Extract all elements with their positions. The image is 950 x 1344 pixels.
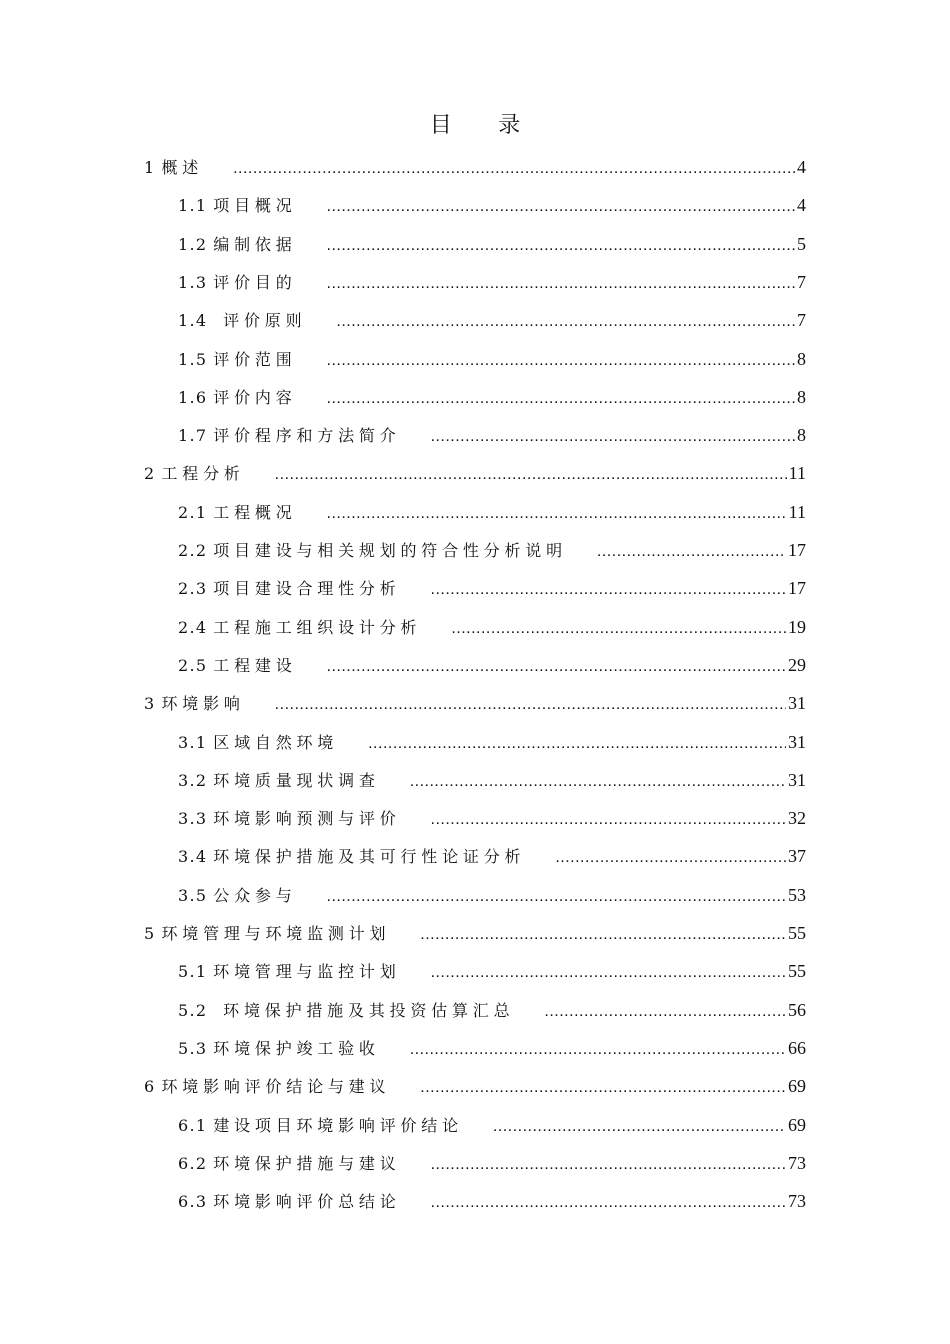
- toc-entry[interactable]: [178, 1189, 806, 1215]
- toc-dot-leader: [555, 849, 786, 867]
- toc-entry-number: 1.3: [178, 272, 208, 292]
- toc-entry-number: 6.2: [178, 1153, 208, 1173]
- toc-entry[interactable]: [178, 1036, 806, 1062]
- toc-dot-leader: [410, 1041, 786, 1059]
- toc-entry-title: 工程分析: [161, 464, 245, 484]
- toc-dot-leader: [431, 811, 787, 829]
- toc-entry-number: 1.2: [178, 234, 208, 254]
- toc-entry[interactable]: [178, 615, 806, 641]
- toc-entry-title: 环境质量现状调查: [213, 770, 380, 790]
- toc-entry-title: 项目概况: [213, 196, 297, 216]
- toc-entry[interactable]: [178, 193, 806, 219]
- toc-entry-page: 17: [788, 540, 806, 560]
- toc-entry-number: 3.3: [178, 809, 208, 829]
- toc-entry[interactable]: [178, 423, 806, 449]
- toc-entry-page: 73: [788, 1191, 806, 1212]
- toc-entry-number: 1.7: [178, 426, 208, 446]
- toc-entry-title: 评价原则: [213, 311, 307, 331]
- toc-dot-leader: [431, 964, 787, 982]
- toc-entry-number: 1: [144, 158, 156, 177]
- toc-entry-number: 5.2: [178, 1000, 208, 1020]
- toc-entry-page: 32: [788, 808, 806, 829]
- toc-dot-leader: [327, 390, 796, 408]
- toc-entry-number: 2: [144, 464, 156, 484]
- toc-entry-title: 区域自然环境: [213, 732, 339, 752]
- toc-dot-leader: [327, 888, 787, 906]
- toc-entry[interactable]: [178, 232, 806, 258]
- toc-entry-page: 11: [788, 463, 806, 484]
- toc-entry-number: 6.1: [178, 1115, 208, 1135]
- toc-entry-page: 56: [788, 999, 806, 1020]
- toc-entry-title: 环境影响: [161, 694, 245, 714]
- toc-entry-page: 37: [788, 846, 806, 867]
- toc-entry[interactable]: [178, 730, 806, 756]
- toc-dot-leader: [410, 773, 786, 791]
- toc-entry[interactable]: [178, 1113, 806, 1139]
- toc-dot-leader: [275, 696, 786, 714]
- toc-entry-title: 工程施工组织设计分析: [213, 617, 422, 637]
- toc-dot-leader: [327, 352, 796, 370]
- toc-entry[interactable]: [178, 653, 806, 679]
- toc-entry-page: 8: [797, 425, 806, 446]
- toc-entry-page: 53: [788, 884, 806, 905]
- toc-entry-number: 5.1: [178, 962, 208, 982]
- toc-dot-leader: [233, 160, 795, 178]
- toc-entry-title: 评价内容: [213, 387, 297, 407]
- toc-entry-number: 3.2: [178, 770, 208, 790]
- toc-dot-leader: [493, 1118, 786, 1136]
- toc-entry[interactable]: [144, 691, 806, 717]
- toc-dot-leader: [327, 198, 796, 216]
- toc-entry-number: 3.4: [178, 847, 208, 867]
- toc-dot-leader: [368, 735, 786, 753]
- toc-entry-page: 29: [788, 654, 806, 675]
- toc-dot-leader: [451, 620, 786, 638]
- toc-entry-page: 31: [788, 731, 806, 752]
- toc-entry-title: 公众参与: [213, 885, 297, 905]
- toc-entry[interactable]: [178, 347, 806, 373]
- toc-entry-number: 1.5: [178, 349, 208, 369]
- toc-entry-title: 工程建设: [213, 655, 297, 675]
- toc-dot-leader: [327, 658, 787, 676]
- toc-entry-page: 17: [788, 578, 806, 599]
- toc-entry-page: 5: [797, 233, 806, 254]
- toc-dot-leader: [431, 581, 787, 599]
- toc-entry-title: 工程概况: [213, 502, 297, 522]
- toc-entry-number: 5.3: [178, 1038, 208, 1058]
- toc-entry[interactable]: [178, 959, 806, 985]
- toc-entry-number: 3: [144, 694, 156, 714]
- toc-dot-leader: [327, 505, 787, 523]
- toc-entry-title: 项目建设合理性分析: [213, 579, 401, 599]
- toc-entry-title: 环境保护措施及其投资估算汇总: [213, 1000, 515, 1020]
- toc-entry[interactable]: [178, 806, 806, 832]
- toc-entry-number: 3.1: [178, 732, 208, 752]
- toc-entry-page: 31: [788, 693, 806, 714]
- toc-entry[interactable]: [178, 270, 806, 296]
- toc-entry-page: 4: [797, 195, 806, 216]
- toc-entry-title: 环境保护措施及其可行性论证分析: [213, 847, 526, 867]
- toc-entry-number: 1.1: [178, 196, 208, 216]
- toc-entry[interactable]: [178, 768, 806, 794]
- toc-entry[interactable]: [178, 308, 806, 334]
- toc-entry-title: 建设项目环境影响评价结论: [213, 1115, 463, 1135]
- toc-entry-page: 73: [788, 1152, 806, 1173]
- toc-title: 目 录: [429, 113, 541, 138]
- toc-entry-page: 4: [797, 157, 806, 177]
- toc-entry-page: 69: [788, 1076, 806, 1097]
- toc-entry-page: 8: [797, 348, 806, 369]
- toc-entry[interactable]: [178, 998, 806, 1024]
- toc-entry-title: 环境影响评价结论与建议: [161, 1077, 391, 1097]
- toc-entry-page: 8: [797, 386, 806, 407]
- toc-dot-leader: [327, 237, 796, 255]
- toc-entry-title: 项目建设与相关规划的符合性分析说明: [213, 541, 567, 560]
- toc-entry-title: 评价目的: [213, 272, 297, 292]
- toc-entry-number: 1.4: [178, 311, 208, 331]
- toc-entry-number: 5: [144, 924, 156, 943]
- toc-dot-leader: [431, 428, 796, 446]
- toc-entry-title: 编制依据: [213, 234, 297, 254]
- toc-entry-title: 评价程序和方法简介: [213, 426, 401, 446]
- toc-entry[interactable]: [178, 844, 806, 870]
- toc-entry-title: 环境保护竣工验收: [213, 1038, 380, 1058]
- toc-dot-leader: [336, 313, 795, 331]
- toc-dot-leader: [327, 275, 796, 293]
- toc-entry-number: 6: [144, 1077, 156, 1097]
- toc-entry-page: 66: [788, 1037, 806, 1058]
- toc-entry-page: 55: [788, 961, 806, 982]
- toc-entry-title: 概述: [161, 158, 204, 177]
- toc-dot-leader: [544, 1003, 786, 1021]
- toc-entry[interactable]: [144, 1074, 806, 1100]
- toc-entry-page: 11: [788, 501, 806, 522]
- toc-entry[interactable]: [144, 921, 806, 947]
- toc-dot-leader: [597, 543, 786, 561]
- toc-entry-number: 6.3: [178, 1192, 208, 1212]
- toc-entry-title: 环境管理与监控计划: [213, 962, 401, 982]
- toc-entry[interactable]: [178, 576, 806, 602]
- toc-entry[interactable]: [178, 500, 806, 526]
- toc-entry-number: 1.6: [178, 387, 208, 407]
- toc-entry-title: 环境影响评价总结论: [213, 1192, 401, 1212]
- toc-entry-title: 环境影响预测与评价: [213, 809, 401, 829]
- toc-dot-leader: [431, 1194, 787, 1212]
- toc-entry[interactable]: [144, 461, 806, 487]
- toc-entry[interactable]: [178, 538, 806, 564]
- toc-entry[interactable]: [144, 155, 806, 181]
- toc-entry-title: 环境保护措施与建议: [213, 1153, 401, 1173]
- toc-entry-page: 55: [788, 923, 806, 943]
- toc-dot-leader: [431, 1156, 787, 1174]
- toc-dot-leader: [420, 1079, 786, 1097]
- toc-entry-title: 环境管理与环境监测计划: [161, 924, 391, 943]
- toc-entry-title: 评价范围: [213, 349, 297, 369]
- toc-dot-leader: [420, 926, 786, 944]
- toc-entry-number: 2.5: [178, 655, 208, 675]
- toc-entry-number: 3.5: [178, 885, 208, 905]
- toc-entry-number: 2.3: [178, 579, 208, 599]
- toc-entry[interactable]: [178, 1151, 806, 1177]
- toc-entry-number: 2.2: [178, 541, 208, 560]
- toc-entry[interactable]: [178, 385, 806, 411]
- toc-entry-number: 2.4: [178, 617, 208, 637]
- toc-entry-page: 19: [788, 616, 806, 637]
- toc-entry-page: 31: [788, 769, 806, 790]
- toc-entry-number: 2.1: [178, 502, 208, 522]
- toc-entry-page: 7: [797, 310, 806, 331]
- toc-entry-page: 69: [788, 1114, 806, 1135]
- toc-entry-page: 7: [797, 271, 806, 292]
- toc-dot-leader: [275, 466, 787, 484]
- toc-entry[interactable]: [178, 883, 806, 909]
